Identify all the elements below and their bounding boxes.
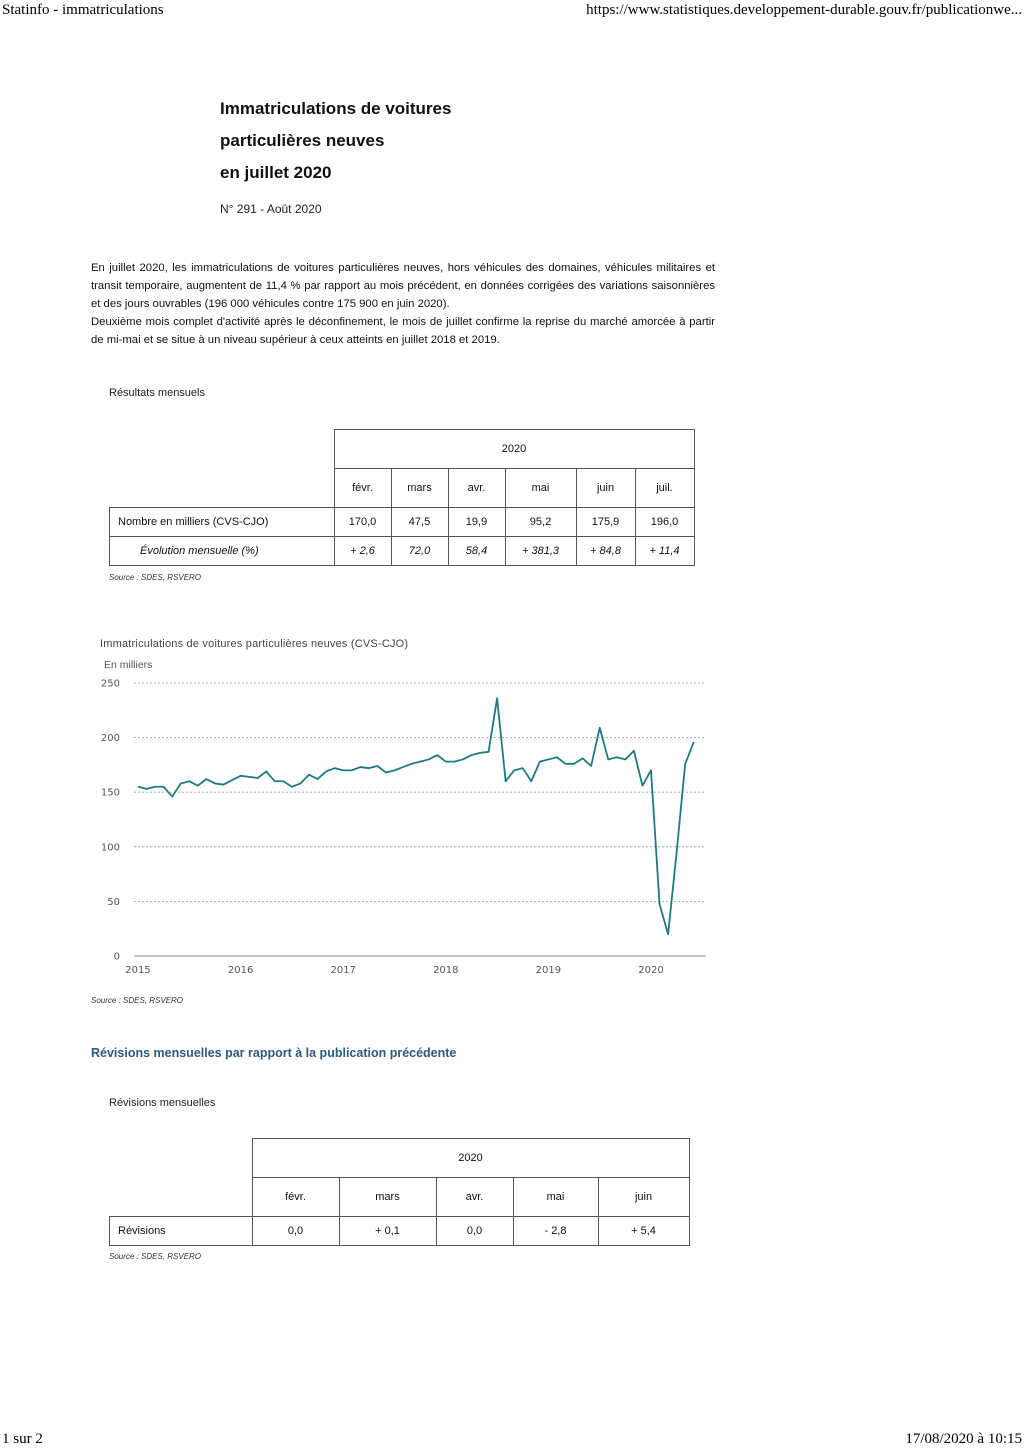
table-cell: 0,0 bbox=[252, 1217, 339, 1246]
month-header: avr. bbox=[436, 1178, 513, 1217]
table-cell: + 2,6 bbox=[334, 537, 391, 566]
y-tick-label: 250 bbox=[100, 678, 120, 690]
table-row bbox=[110, 537, 695, 566]
table-row bbox=[110, 1178, 690, 1217]
table-cell: + 5,4 bbox=[598, 1217, 689, 1246]
month-header: avr. bbox=[448, 469, 505, 508]
print-footer-page: 1 sur 2 bbox=[2, 1431, 43, 1447]
year-header: 2020 bbox=[252, 1139, 689, 1178]
issue-number: N° 291 - Août 2020 bbox=[220, 202, 322, 216]
month-header: mai bbox=[505, 469, 576, 508]
x-tick-label: 2015 bbox=[125, 965, 151, 976]
table-cell: + 11,4 bbox=[635, 537, 694, 566]
table-cell: + 84,8 bbox=[576, 537, 635, 566]
row-label: Révisions bbox=[110, 1217, 253, 1246]
table-cell: 58,4 bbox=[448, 537, 505, 566]
y-tick-label: 100 bbox=[100, 842, 120, 854]
page-title-line: particulières neuves bbox=[220, 131, 385, 150]
table-cell: 0,0 bbox=[436, 1217, 513, 1246]
monthly-results-label: Résultats mensuels bbox=[109, 387, 205, 399]
table-row bbox=[110, 1139, 690, 1178]
month-header: juil. bbox=[635, 469, 694, 508]
table-cell: 19,9 bbox=[448, 508, 505, 537]
y-tick-label: 200 bbox=[100, 733, 120, 745]
table-row bbox=[110, 469, 695, 508]
y-tick-label: 0 bbox=[113, 951, 120, 963]
table-cell: 196,0 bbox=[635, 508, 694, 537]
x-tick-label: 2016 bbox=[227, 965, 254, 976]
table-source: Source : SDES, RSVERO bbox=[109, 573, 202, 582]
chart-title: Immatriculations de voitures particulières neuves (CVS-CJO) bbox=[100, 638, 409, 650]
monthly-results-table bbox=[109, 429, 695, 566]
table-cell: 95,2 bbox=[505, 508, 576, 537]
year-header: 2020 bbox=[334, 430, 694, 469]
series-line bbox=[138, 698, 694, 934]
revisions-source: Source : SDES, RSVERO bbox=[109, 1252, 202, 1261]
row-label: Nombre en milliers (CVS-CJO) bbox=[110, 508, 335, 537]
print-header-url[interactable]: https://www.statistiques.developpement-durable.gouv.fr/publicationwe... bbox=[586, 2, 1022, 18]
table-row bbox=[110, 508, 695, 537]
table-row bbox=[110, 430, 695, 469]
table-cell: + 381,3 bbox=[505, 537, 576, 566]
x-tick-label: 2020 bbox=[638, 965, 664, 976]
x-tick-label: 2018 bbox=[433, 965, 459, 976]
intro-text bbox=[91, 259, 715, 349]
month-header: mars bbox=[339, 1178, 436, 1217]
table-cell: - 2,8 bbox=[513, 1217, 598, 1246]
table-cell: 170,0 bbox=[334, 508, 391, 537]
month-header: mars bbox=[391, 469, 448, 508]
page-title-line: Immatriculations de voitures bbox=[220, 99, 452, 118]
month-header: févr. bbox=[334, 469, 391, 508]
month-header: juin bbox=[576, 469, 635, 508]
intro-paragraph: Deuxième mois complet d'activité après le déconfinement, le mois de juillet confirme la reprise du marché amorcée à partir de mi-mai et se situe à un niveau supérieur à ceux atteints en juillet 2018 et 2019. bbox=[91, 316, 715, 346]
table-cell: + 0,1 bbox=[339, 1217, 436, 1246]
y-tick-label: 150 bbox=[100, 787, 120, 799]
revisions-label: Révisions mensuelles bbox=[109, 1097, 216, 1109]
page-title-line: en juillet 2020 bbox=[220, 163, 332, 182]
table-row bbox=[110, 1217, 690, 1246]
intro-paragraph: En juillet 2020, les immatriculations de voitures particulières neuves, hors véhicules des domaines, véhicules militaires et transit temporaire, augmentent de 11,4 % par rapport au mois précédent, en données corrigées des variations saisonnières et des jours ouvrables (196 000 véhicules contre 175 900 en juin 2020). bbox=[91, 262, 715, 310]
registrations-line-chart bbox=[90, 672, 720, 982]
print-footer-datetime: 17/08/2020 à 10:15 bbox=[905, 1431, 1022, 1447]
print-header-title: Statinfo - immatriculations bbox=[2, 2, 164, 18]
chart-source: Source : SDES, RSVERO bbox=[91, 996, 184, 1005]
revisions-heading: Révisions mensuelles par rapport à la publication précédente bbox=[91, 1046, 457, 1060]
chart-y-label: En milliers bbox=[104, 659, 153, 671]
table-cell: 175,9 bbox=[576, 508, 635, 537]
row-label: Évolution mensuelle (%) bbox=[110, 537, 335, 566]
page-title bbox=[220, 93, 451, 189]
month-header: févr. bbox=[252, 1178, 339, 1217]
x-tick-label: 2019 bbox=[535, 965, 562, 976]
month-header: mai bbox=[513, 1178, 598, 1217]
table-cell: 72,0 bbox=[391, 537, 448, 566]
month-header: juin bbox=[598, 1178, 689, 1217]
x-tick-label: 2017 bbox=[330, 965, 356, 976]
y-tick-label: 50 bbox=[107, 896, 120, 908]
revisions-table bbox=[109, 1138, 690, 1246]
table-cell: 47,5 bbox=[391, 508, 448, 537]
